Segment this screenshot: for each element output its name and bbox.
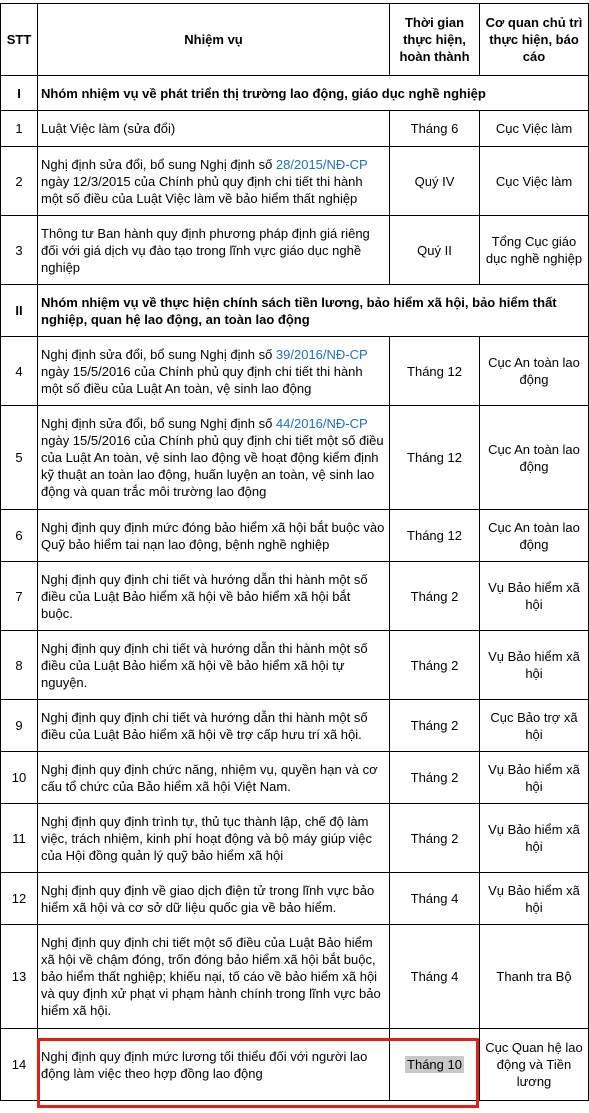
task-table <box>0 3 589 1101</box>
row-time: Quý II <box>390 216 480 285</box>
table-row <box>1 804 589 873</box>
header-row <box>1 4 589 76</box>
group-title: Nhóm nhiệm vụ về phát triển thị trường lao động, giáo dục nghề nghiệp <box>38 76 589 111</box>
table-row <box>1 925 589 1029</box>
row-stt: 8 <box>1 631 38 700</box>
row-agency: Thanh tra Bộ <box>480 925 589 1029</box>
row-task: Nghị định quy định chi tiết và hướng dẫn thi hành một số điều của Luật Bảo hiểm xã hội về bảo hiểm xã hội bắt buộc. <box>38 562 390 631</box>
row-task: Nghị định quy định mức đóng bảo hiểm xã hội bắt buộc vào Quỹ bảo hiểm tai nạn lao động, bệnh nghề nghiệp <box>38 510 390 562</box>
row-stt: 5 <box>1 406 38 510</box>
table-row <box>1 111 589 147</box>
row-time: Tháng 2 <box>390 804 480 873</box>
row-time: Tháng 2 <box>390 700 480 752</box>
group-row <box>1 285 589 337</box>
row-task: Nghị định quy định chức năng, nhiệm vụ, quyền hạn và cơ cấu tổ chức của Bảo hiểm xã hội Việt Nam. <box>38 752 390 804</box>
header-stt: STT <box>1 4 38 76</box>
row-time: Tháng 12 <box>390 406 480 510</box>
row-agency: Cục Việc làm <box>480 111 589 147</box>
row-stt: 11 <box>1 804 38 873</box>
decree-link[interactable]: 39/2016/NĐ-CP <box>275 346 368 362</box>
row-stt: 4 <box>1 337 38 406</box>
table-row <box>1 216 589 285</box>
row-task: Nghị định quy định chi tiết và hướng dẫn thi hành một số điều của Luật Bảo hiểm xã hội về trợ cấp hưu trí xã hội. <box>38 700 390 752</box>
header-agency: Cơ quan chủ trì thực hiện, báo cáo <box>480 4 589 76</box>
table-row <box>1 1029 589 1101</box>
decree-link[interactable]: 28/2015/NĐ-CP <box>275 156 368 172</box>
row-agency: Cục An toàn lao động <box>480 406 589 510</box>
row-time: Quý IV <box>390 147 480 216</box>
row-task: Nghị định quy định mức lương tối thiểu đối với người lao động làm việc theo hợp đồng lao động <box>38 1029 390 1101</box>
row-task: Nghị định quy định về giao dịch điện tử trong lĩnh vực bảo hiểm xã hội và cơ sở dữ liệu quốc gia về bảo hiểm. <box>38 873 390 925</box>
group-number: II <box>1 285 38 337</box>
row-time: Tháng 12 <box>390 510 480 562</box>
row-time: Tháng 6 <box>390 111 480 147</box>
row-agency: Vụ Bảo hiểm xã hội <box>480 873 589 925</box>
row-task: Thông tư Ban hành quy định phương pháp định giá riêng đối với giá dịch vụ đào tạo trong lĩnh vực giáo dục nghề nghiệp <box>38 216 390 285</box>
row-agency: Vụ Bảo hiểm xã hội <box>480 804 589 873</box>
row-time: Tháng 2 <box>390 631 480 700</box>
row-agency: Cục An toàn lao động <box>480 337 589 406</box>
row-stt: 1 <box>1 111 38 147</box>
row-stt: 12 <box>1 873 38 925</box>
row-stt: 6 <box>1 510 38 562</box>
task-text: ngày 15/5/2016 của Chính phủ quy định chi tiết một số điều của Luật An toàn, vệ sinh lao động về hoạt động kiểm định kỹ thuật an toàn lao động, huấn luyện an toàn, vệ sinh lao động và quan trắc môi trường lao động <box>41 433 384 499</box>
task-text: ngày 15/5/2016 của Chính phủ quy định chi tiết thi hành một số điều của Luật An toàn, vệ sinh lao động <box>41 363 363 396</box>
task-text: ngày 12/3/2015 của Chính phủ quy định chi tiết thi hành một số điều của Luật Việc làm về bảo hiểm thất nghiệp <box>41 173 363 206</box>
row-task: Nghị định quy định chi tiết và hướng dẫn thi hành một số điều của Luật Bảo hiểm xã hội về bảo hiểm xã hội tự nguyện. <box>38 631 390 700</box>
row-agency: Vụ Bảo hiểm xã hội <box>480 562 589 631</box>
row-agency: Cục Việc làm <box>480 147 589 216</box>
row-task <box>38 337 390 406</box>
table-row <box>1 337 589 406</box>
row-agency: Tổng Cục giáo dục nghề nghiệp <box>480 216 589 285</box>
row-agency: Cục An toàn lao động <box>480 510 589 562</box>
group-row <box>1 76 589 111</box>
row-time: Tháng 12 <box>390 337 480 406</box>
table-row <box>1 873 589 925</box>
row-stt: 13 <box>1 925 38 1029</box>
table-row <box>1 147 589 216</box>
row-time: Tháng 4 <box>390 873 480 925</box>
row-stt: 9 <box>1 700 38 752</box>
row-stt: 2 <box>1 147 38 216</box>
row-agency: Cục Bảo trợ xã hội <box>480 700 589 752</box>
table-row <box>1 631 589 700</box>
row-agency: Vụ Bảo hiểm xã hội <box>480 631 589 700</box>
task-text: Nghị định sửa đổi, bổ sung Nghị định số <box>41 156 276 172</box>
row-agency: Vụ Bảo hiểm xã hội <box>480 752 589 804</box>
table-row <box>1 752 589 804</box>
group-title: Nhóm nhiệm vụ về thực hiện chính sách tiền lương, bảo hiểm xã hội, bảo hiểm thất nghiệp, quan hệ lao động, an toàn lao động <box>38 285 589 337</box>
row-time: Tháng 2 <box>390 562 480 631</box>
task-text: Nghị định sửa đổi, bổ sung Nghị định số <box>41 416 276 431</box>
row-stt: 14 <box>1 1029 38 1101</box>
highlighted-time: Tháng 10 <box>407 1057 462 1072</box>
table-row <box>1 562 589 631</box>
table-row <box>1 406 589 510</box>
row-task: Nghị định quy định trình tự, thủ tục thành lập, chế độ làm việc, trách nhiệm, kinh phí hoạt động và bộ máy giúp việc của Hội đồng quản lý quỹ bảo hiểm xã hội <box>38 804 390 873</box>
decree-link[interactable]: 44/2016/NĐ-CP <box>275 416 368 431</box>
task-text: Nghị định sửa đổi, bổ sung Nghị định số <box>41 346 276 362</box>
table-row <box>1 510 589 562</box>
row-task: Luật Việc làm (sửa đổi) <box>38 111 390 147</box>
row-stt: 3 <box>1 216 38 285</box>
row-task: Nghị định quy định chi tiết một số điều của Luật Bảo hiểm xã hội về chậm đóng, trốn đóng bảo hiểm xã hội bắt buộc, bảo hiểm thất nghiệp; khiếu nại, tố cáo về bảo hiểm xã hội và quy định xử phạt vi phạm hành chính trong lĩnh vực bảo hiểm xã hội. <box>38 925 390 1029</box>
row-time <box>390 1029 480 1101</box>
row-agency: Cục Quan hệ lao động và Tiền lương <box>480 1029 589 1101</box>
row-time: Tháng 2 <box>390 752 480 804</box>
header-time: Thời gian thực hiện, hoàn thành <box>390 4 480 76</box>
group-number: I <box>1 76 38 111</box>
row-stt: 7 <box>1 562 38 631</box>
row-time: Tháng 4 <box>390 925 480 1029</box>
row-task <box>38 406 390 510</box>
header-task: Nhiệm vụ <box>38 4 390 76</box>
row-task <box>38 147 390 216</box>
table-row <box>1 700 589 752</box>
row-stt: 10 <box>1 752 38 804</box>
